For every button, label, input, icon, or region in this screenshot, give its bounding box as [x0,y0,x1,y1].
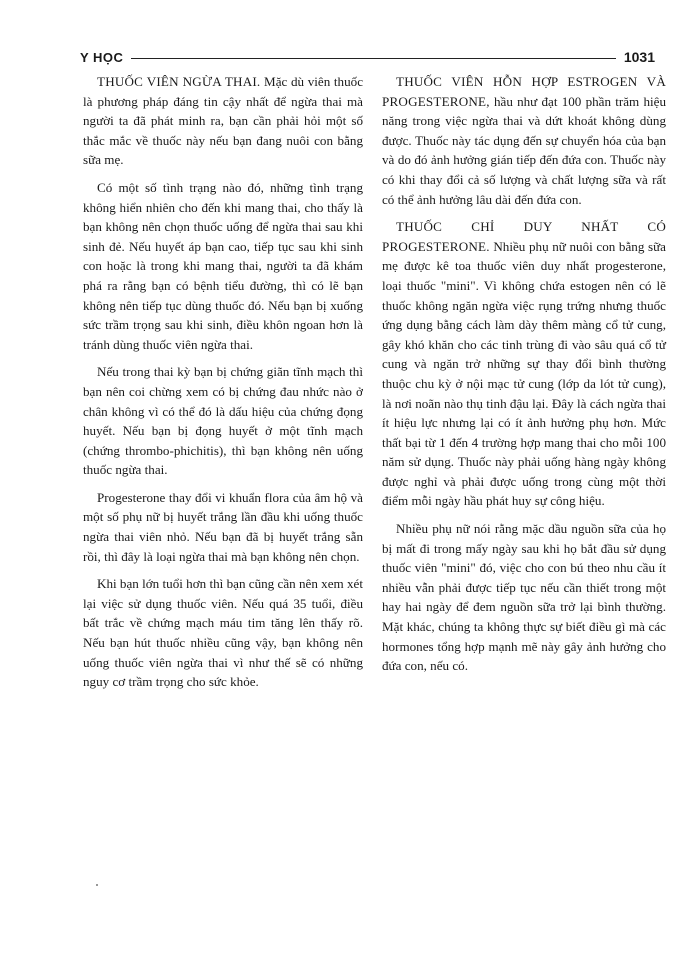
paragraph [83,362,363,480]
paragraph-text: Nếu trong thai kỳ bạn bị chứng giãn tĩnh mạch thì bạn nên coi chừng xem có bị chứng đau nhức nào ở chân không vì có thể đó là dấu hiệu của chứng đọng huyết. Nếu bạn bị đọng huyết ở một tĩnh mạch (chứng thrombo-phichitis), thì bạn không nên uống thuốc ngừa thai. [83,364,363,478]
paragraph [382,217,666,511]
paragraph-lead: THUỐC VIÊN HỖN HỢP ESTROGEN VÀ PROGESTERONE, [382,74,666,109]
paragraph [83,574,363,692]
left-column [83,72,363,700]
section-title: Y HỌC [80,49,124,65]
scan-speck [96,884,98,886]
paragraph [83,488,363,566]
paragraph [382,72,666,209]
paragraph-text: hầu như đạt 100 phần trăm hiệu năng trong việc ngừa thai và dứt khoát không dùng được. Thuốc này tác dụng đến sự chuyển hóa của bạn và do đó ảnh hưởng gián tiếp đến đứa con. Thuốc này có khi thay đổi cả số lượng và chất lượng sữa và rất có thể ảnh hưởng lâu dài đến đứa con. [382,93,666,207]
paragraph-text: Mặc dù viên thuốc là phương pháp đáng tin cậy nhất để ngừa thai mà người ta đã phát minh ra, bạn cần phải hỏi một số thắc mắc về thuốc này nếu bạn đang nuôi con bằng sữa mẹ. [83,74,364,168]
paragraph-lead: THUỐC VIÊN NGỪA THAI. [97,74,261,89]
paragraph-text: Nhiều phụ nữ nói rằng mặc dầu nguồn sữa của họ bị mất đi trong mấy ngày sau khi họ bắt đầu sử dụng thuốc viên "mini" đó, việc cho con bú theo nhu cầu ít nhiều vẫn phải được tiếp tục nếu cần thiết trong một hay hai ngày để đem nguồn sữa trở lại bình thường. Mặt khác, chúng ta không thực sự biết điều gì mà các hormones tổng hợp mạnh mẽ này gây ảnh hưởng cho đứa con, nếu có. [382,521,666,674]
paragraph-text: Có một số tình trạng nào đó, những tình trạng không hiển nhiên cho đến khi mang thai, cho thấy là bạn không nên chọn thuốc uống để ngừa thai sau khi sinh đẻ. Nếu huyết áp bạn cao, tiếp tục sau khi sinh con hoặc là trong khi mang thai, người ta đã khám phá ra rằng bạn có bệnh tiểu đường, thì có lẽ bạn không nên tiếp tục dùng thuốc đó. Nếu bạn bị xuống sức trầm trọng sau khi sinh, điều khôn ngoan hơn là tránh dùng thuốc viên ngừa thai. [83,179,363,352]
paragraph-text: Nhiều phụ nữ nuôi con bằng sữa mẹ được kê toa thuốc viên duy nhất progesterone, loại thuốc "mini". Vì không chứa estogen nên có lẽ thuốc không ngăn ngừa việc rụng trứng nhưng thuốc ứng dụng bằng cách làm dày thêm màng cổ tử cung, gây khó khăn cho các tinh trùng đi vào sâu quá cổ tử cung và ngăn trở những sự thay đổi bình thường thuộc chu kỳ ở nội mạc tử cung (lớp da lót tử cung), là nơi noãn nào thụ tinh đậu lại. Đây là cách ngừa thai ít hiệu lực nhưng lại có ít ảnh hưởng phụ hơn. Mức thất bại từ 1 đến 4 trường hợp mang thai cho mỗi 100 năm sử dụng. Thuốc này phải uống hàng ngày không được nghỉ và phải được uống trong cùng một thời điểm mỗi ngày hầu phát huy sự công hiệu. [382,238,666,509]
running-header [80,46,655,68]
right-column [382,72,666,684]
paragraph [382,519,666,676]
paragraph-text: Khi bạn lớn tuổi hơn thì bạn cũng cần nên xem xét lại việc sử dụng thuốc viên. Nếu quá 35 tuổi, điều bất trắc về chứng mạch máu tim tăng lên thấy rõ. Nếu bạn hút thuốc nhiều cũng vậy, bạn không nên uống thuốc viên ngừa thai vì như thế sẽ có những nguy cơ trầm trọng cho sức khỏe. [83,576,363,690]
paragraph [83,178,363,354]
header-rule [131,58,615,59]
paragraph-lead: THUỐC CHỈ DUY NHẤT CÓ PROGESTERONE. [382,219,666,254]
paragraph-text: Progesterone thay đổi vi khuẩn flora của âm hộ và một số phụ nữ bị huyết trắng lần đầu khi uống thuốc ngừa thai viên nhỏ. Nếu bạn đã bị huyết trắng sẵn rồi, thì đây là loại ngừa thai mà bạn không nên chọn. [83,489,363,564]
page-number: 1031 [623,49,655,65]
paragraph [83,72,363,170]
